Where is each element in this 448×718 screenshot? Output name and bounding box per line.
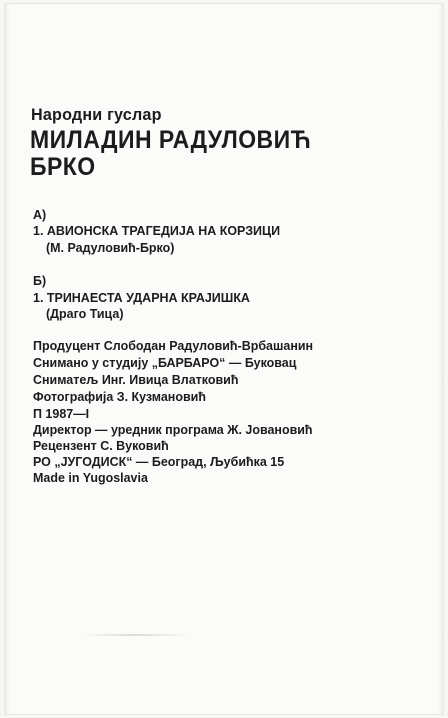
- side-a-track-credit: (М. Радуловић-Брко): [46, 240, 175, 255]
- card-right-edge: [438, 3, 444, 715]
- artist-name-line1: МИЛАДИН РАДУЛОВИЋ: [30, 126, 312, 154]
- side-b-label: Б): [33, 273, 47, 288]
- credit-producer: Продуцент Слободан Радуловић-Врбашанин: [33, 338, 314, 353]
- card-left-edge: [4, 3, 10, 715]
- credit-catalog: П 1987—I: [33, 406, 90, 421]
- paper-smudge: [80, 634, 190, 636]
- side-a-track-title: 1. АВИОНСКА ТРАГЕДИЈА НА КОРЗИЦИ: [33, 223, 281, 238]
- credit-photo: Фотографија З. Кузмановић: [33, 389, 206, 404]
- credit-engineer: Сниматељ Инг. Ивица Влатковић: [33, 372, 239, 387]
- credit-label: РО „ЈУГОДИСК“ — Београд, Љубићка 15: [33, 454, 285, 469]
- credit-director: Директор — уредник програма Ж. Јовановић: [33, 422, 313, 437]
- side-a-label: А): [33, 207, 47, 222]
- credit-reviewer: Рецензент С. Вуковић: [33, 438, 169, 453]
- artist-name-line2: БРКО: [30, 153, 96, 181]
- credit-origin: Made in Yugoslavia: [33, 470, 148, 485]
- side-b-track-title: 1. ТРИНАЕСТА УДАРНА КРАЈИШКА: [33, 290, 250, 305]
- artist-kicker: Народни гуслар: [31, 105, 162, 124]
- side-b-track-credit: (Драго Тица): [46, 306, 124, 321]
- credit-recorded: Снимано у студију „БАРБАРО“ — Буковац: [33, 355, 297, 370]
